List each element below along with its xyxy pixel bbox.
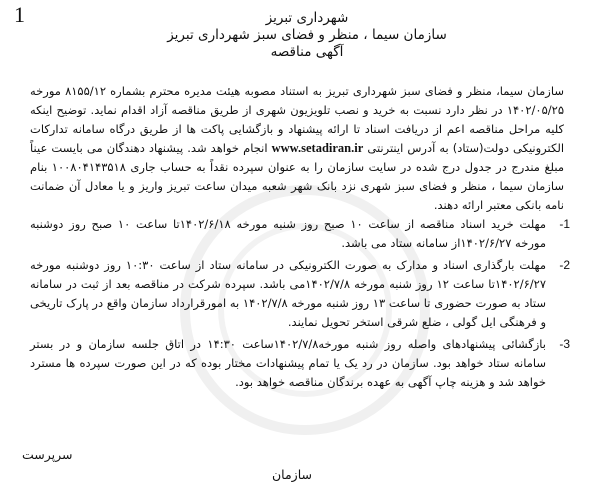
item-text: مهلت بارگذاری اسناد و مدارک به صورت الکترونیکی در سامانه ستاد از ساعت ۱۰:۳۰ روز دوشنبه مورخه ۱۴۰۲/۶/۲۷تا ساعت ۱۲ روز شنبه مورخه ۱۴۰۲/۷/۸می باشد. سپرده شرکت در مناقصه بعد از ثبت در سامانه ستاد به صورت حضوری تا ساعت ۱۳ روز شنبه مورخه ۱۴۰۲/۷/۸ به امورقرارداد سازمان واقع در پارک تاریخی و فرهنگی ایل گولی ، ضلع شرقی استخر تحویل نمایند. [30,258,547,329]
page-number: 1 [14,2,25,27]
item-number: 3- [559,337,570,351]
notice-body [30,82,570,392]
intro-text-part1: سازمان سیما، منظر و فضای سبز شهرداری تبریز به استناد مصوبه هیئت مدیره محترم بشماره ۸۱۵۵/۱۲ مورخه ۱۴۰۲/۰۵/۲۵ در نظر دارد نسبت به خرید و نصب تلویزیون شهری از طریق مناقصه آزاد اقدام نماید. توضیح اینکه کلیه مراحل مناقصه اعم از دریافت اسناد تا ارائه پیشنهاد و بازگشایی پاکت ها از طریق درگاه سامانه تدارکات الکترونیکی دولت(ستاد) به آدرس اینترنتی [30,84,565,155]
list-item [30,215,570,253]
header-municipality: شهرداری تبریز [265,10,349,26]
website-link[interactable]: www.setadiran.ir [271,141,364,155]
signature-org: سازمان [272,467,313,482]
list-item [30,256,570,332]
signature-block [22,447,313,482]
item-text: مهلت خرید اسناد مناقصه از ساعت ۱۰ صبح روز شنبه مورخه ۱۴۰۲/۶/۱۸تا ساعت ۱۰ صبح روز دوشنبه مورخه ۱۴۰۲/۶/۲۷از سامانه ستاد می باشد. [30,217,547,250]
intro-paragraph [30,82,564,215]
steps-list [30,215,570,392]
intro-text-part2: انجام خواهد شد. پیشنهاد دهندگان می بایست عیناً مبلغ مندرج در جدول درج شده در سایت سازمان را به عنوان سپرده نقداً به حساب جاری ۱۰۰۸۰۴۱۴۳۵۱۸ بنام سازمان سیما ، منظر و فضای سبز شهری نزد بانک شهر شعبه میدان ساعت تبریز واریز و یا معادل آن ضمانت نامه بانکی معتبر ارائه دهند. [30,141,564,212]
signature-title: سرپرست [22,447,73,462]
list-item [30,335,570,392]
item-text: بازگشائی پیشنهادهای واصله روز شنبه مورخه۱۴۰۲/۷/۸ساعت ۱۴:۳۰ در اتاق جلسه سازمان و در بستر سامانه ستاد خواهد بود. سازمان در رد یک یا تمام پیشنهادات مختار بوده که در این صورت سپرده ها مسترد خواهد شد و هزینه چاپ آگهی به عهده برندگان مناقصه خواهد بود. [30,337,547,389]
notice-header [0,10,614,61]
item-number: 2- [559,258,570,272]
item-number: 1- [559,217,570,231]
header-organization: سازمان سیما ، منظر و فضای سبز شهرداری تبریز [167,27,447,43]
header-notice-title: آگهی مناقصه [270,44,344,60]
